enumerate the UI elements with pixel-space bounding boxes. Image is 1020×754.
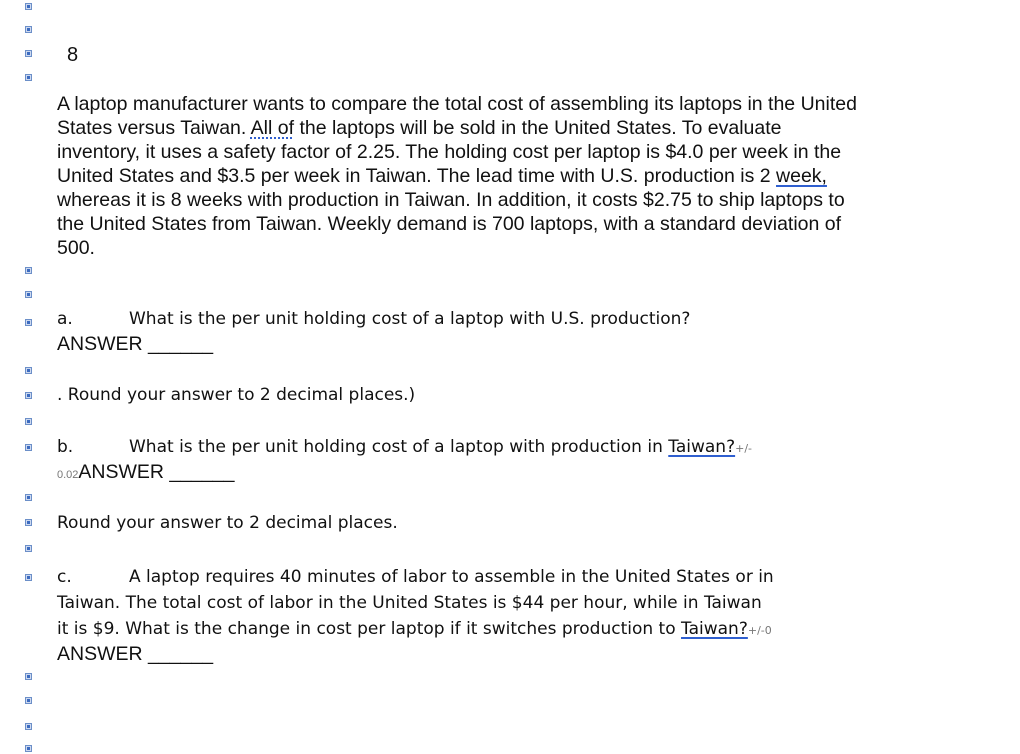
question-c-line2: Taiwan. The total cost of labor in the United States is $44 per hour, while in Taiwan (57, 593, 762, 613)
answer-a-field[interactable]: ANSWER ______ (57, 333, 214, 355)
tolerance-value: 0.02 (57, 469, 79, 481)
answer-b-row (57, 461, 235, 484)
paragraph-marker-icon (25, 418, 32, 425)
paragraph-marker-icon (25, 545, 32, 552)
paragraph-marker-icon (25, 392, 32, 399)
problem-text: A laptop manufacturer wants to compare the total cost of assembling its laptops in the United States versus Taiwan. (57, 93, 857, 139)
paragraph-marker-icon (25, 74, 32, 81)
paragraph-marker-icon (25, 697, 32, 704)
problem-text: whereas it is 8 weeks with production in Taiwan. In addition, it costs $2.75 to ship laptops to the United States from Taiwan. Weekly demand is 700 laptops, with a standard deviation of 500. (57, 189, 845, 259)
grammar-flag[interactable]: All of (250, 117, 295, 139)
answer-c-field[interactable]: ANSWER ______ (57, 643, 214, 665)
tolerance: +/- (735, 442, 753, 455)
paragraph-marker-icon (25, 444, 32, 451)
question-c-line1: A laptop requires 40 minutes of labor to assemble in the United States or in (129, 567, 774, 587)
question-a-text: What is the per unit holding cost of a laptop with U.S. production? (129, 309, 691, 329)
paragraph-marker-icon (25, 723, 32, 730)
question-b-body: What is the per unit holding cost of a laptop with production in (129, 437, 669, 457)
paragraph-marker-icon (25, 574, 32, 581)
question-a-note: . Round your answer to 2 decimal places.) (57, 385, 416, 405)
grammar-flag[interactable]: week, (776, 165, 827, 187)
paragraph-marker-icon (25, 26, 32, 33)
taiwan-link[interactable]: Taiwan? (668, 437, 736, 457)
question-b-note: Round your answer to 2 decimal places. (57, 513, 398, 533)
question-a-label: a. (57, 309, 73, 329)
paragraph-marker-icon (25, 291, 32, 298)
question-c-body: it is $9. What is the change in cost per laptop if it switches production to (57, 619, 682, 639)
problem-text: the laptops will be sold in the United States. To evaluate inventory, it uses a safety factor of 2.25. The holding cost per laptop is $4.0 per week in the United States and $3.5 per week in Taiwan. The lead time with U.S. production is 2 (57, 117, 842, 187)
question-c-label: c. (57, 567, 72, 587)
paragraph-marker-icon (25, 367, 32, 374)
question-b-label: b. (57, 437, 74, 457)
problem-statement (57, 92, 857, 260)
question-number: 8 (67, 44, 79, 66)
question-c-line3 (57, 619, 772, 639)
taiwan-link[interactable]: Taiwan? (681, 619, 748, 639)
tolerance: +/-0 (747, 624, 772, 637)
paragraph-marker-icon (25, 267, 32, 274)
paragraph-marker-icon (25, 519, 32, 526)
question-b-text (129, 437, 752, 457)
paragraph-marker-icon (25, 50, 32, 57)
paragraph-marker-icon (25, 494, 32, 501)
paragraph-marker-icon (25, 745, 32, 752)
paragraph-marker-icon (25, 673, 32, 680)
paragraph-marker-icon (25, 319, 32, 326)
answer-b-field[interactable]: ANSWER ______ (78, 461, 235, 483)
paragraph-marker-icon (25, 3, 32, 10)
